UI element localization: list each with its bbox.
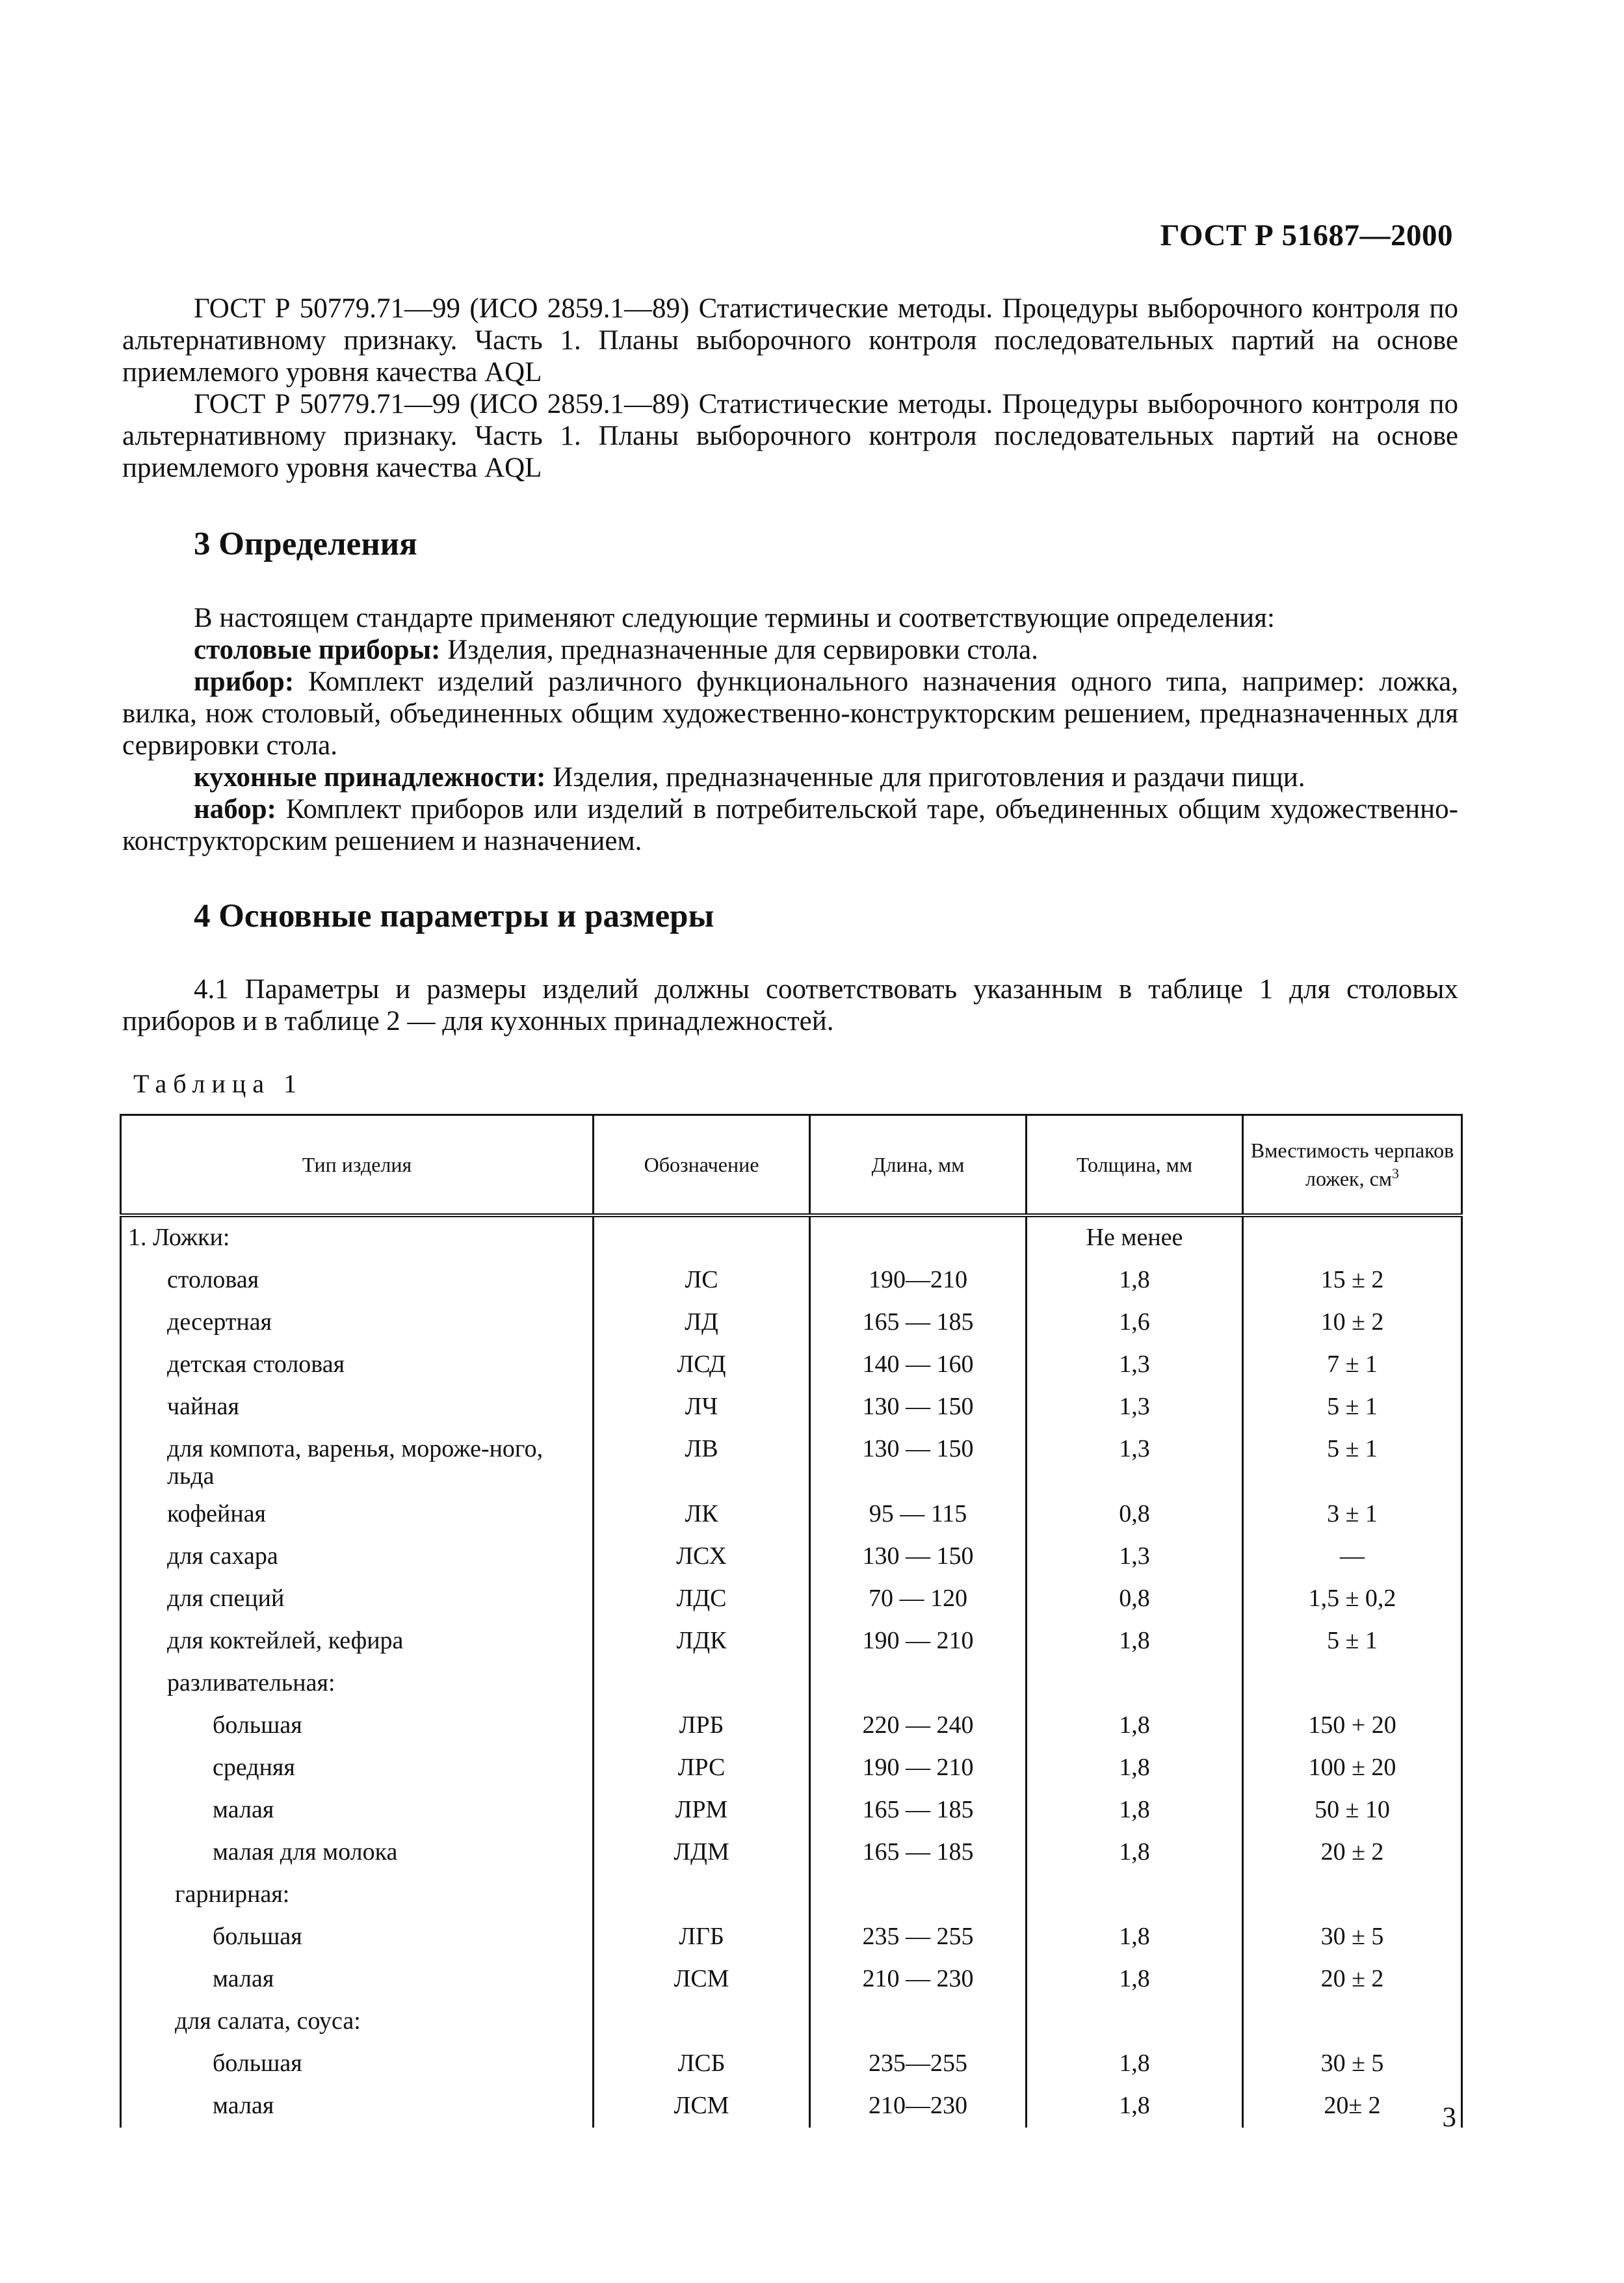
- definition-item: [122, 761, 1458, 793]
- cell-thickness: Не менее: [1027, 1215, 1243, 1260]
- definitions-intro: В настоящем стандарте применяют следующие термины и соответствующие определения:: [194, 603, 1275, 633]
- cell-thickness: 1,8: [1027, 1832, 1243, 1874]
- cell-capacity: 100 ± 20: [1243, 1747, 1462, 1789]
- cell-name: 1. Ложки:: [121, 1215, 594, 1260]
- cell-code: ЛДК: [594, 1620, 810, 1663]
- definition-item: [122, 634, 1458, 666]
- cell-length: 165 — 185: [810, 1302, 1027, 1344]
- cell-code: ЛС: [594, 1260, 810, 1302]
- paragraph-4-1-block: [122, 973, 1458, 1037]
- cell-capacity: 30 ± 5: [1243, 1916, 1462, 1959]
- cell-thickness: 1,8: [1027, 1916, 1243, 1959]
- cell-name: для компота, варенья, мороже-ного, льда: [121, 1429, 594, 1494]
- cell-length: [810, 1874, 1027, 1916]
- table-row: [121, 2043, 1462, 2085]
- definition-term: столовые приборы:: [194, 635, 441, 665]
- cell-code: [594, 1215, 810, 1260]
- cell-name: большая: [121, 1705, 594, 1747]
- cell-length: [810, 1215, 1027, 1260]
- header-capacity-label: Вместимость черпаков ложек, см: [1250, 1139, 1454, 1191]
- cell-code: ЛСХ: [594, 1536, 810, 1578]
- table-1: [120, 1114, 1461, 2128]
- cell-name: чайная: [121, 1386, 594, 1429]
- cell-length: 190—210: [810, 1260, 1027, 1302]
- cell-name: малая: [121, 1789, 594, 1832]
- cell-thickness: [1027, 1874, 1243, 1916]
- cell-length: [810, 1663, 1027, 1705]
- cell-code: ЛСБ: [594, 2043, 810, 2085]
- cell-capacity: 10 ± 2: [1243, 1302, 1462, 1344]
- cell-thickness: 1,8: [1027, 2085, 1243, 2128]
- cell-capacity: 150 + 20: [1243, 1705, 1462, 1747]
- cell-name: малая для молока: [121, 1832, 594, 1874]
- cell-code: ЛРМ: [594, 1789, 810, 1832]
- cell-code: ЛРБ: [594, 1705, 810, 1747]
- table-row: [121, 1260, 1462, 1302]
- cell-name: кофейная: [121, 1494, 594, 1536]
- cell-capacity: 50 ± 10: [1243, 1789, 1462, 1832]
- cell-length: 235—255: [810, 2043, 1027, 2085]
- table-row: [121, 1705, 1462, 1747]
- cell-length: 210 — 230: [810, 1959, 1027, 2001]
- cell-capacity: 5 ± 1: [1243, 1386, 1462, 1429]
- table-row: [121, 1536, 1462, 1578]
- section-4-heading: 4 Основные параметры и размеры: [194, 898, 714, 934]
- cell-name: столовая: [121, 1260, 594, 1302]
- cell-capacity: 30 ± 5: [1243, 2043, 1462, 2085]
- cell-code: ЛСД: [594, 1344, 810, 1386]
- cell-code: ЛДМ: [594, 1832, 810, 1874]
- cell-code: [594, 1663, 810, 1705]
- header-capacity-sup: 3: [1392, 1165, 1400, 1182]
- cell-thickness: [1027, 1663, 1243, 1705]
- table-row: [121, 1959, 1462, 2001]
- cell-thickness: 1,8: [1027, 1789, 1243, 1832]
- table-row: [121, 1663, 1462, 1705]
- cell-code: ЛРС: [594, 1747, 810, 1789]
- definition-term: прибор:: [194, 666, 295, 697]
- paragraph-4-1: 4.1 Параметры и размеры изделий должны соответствовать указанным в таблице 1 для столовых приборов и в таблице 2 — для кухонных принадлежностей.: [122, 974, 1458, 1036]
- cell-capacity: [1243, 1874, 1462, 1916]
- table-row: [121, 1429, 1462, 1494]
- cell-capacity: 20 ± 2: [1243, 1959, 1462, 2001]
- cell-code: ЛДС: [594, 1578, 810, 1620]
- cell-code: ЛД: [594, 1302, 810, 1344]
- cell-thickness: 1,8: [1027, 1260, 1243, 1302]
- cell-name: разливательная:: [121, 1663, 594, 1705]
- definition-term: набор:: [194, 794, 276, 825]
- cell-thickness: 1,3: [1027, 1429, 1243, 1494]
- header-length: Длина, мм: [810, 1115, 1027, 1216]
- definition-text: Комплект изделий различного функционального назначения одного типа, например: ложка, вилка, нож столовый, объединенных общим художественно-конструкторским решением, предназначенных для сервировки стола.: [122, 666, 1458, 761]
- cell-code: [594, 1874, 810, 1916]
- table-row: [121, 1916, 1462, 1959]
- cell-length: 190 — 210: [810, 1620, 1027, 1663]
- table-row: [121, 2085, 1462, 2128]
- definition-text: Комплект приборов или изделий в потребительской таре, объединенных общим художественно-конструкторским решением и назначением.: [122, 794, 1458, 856]
- cell-name: малая: [121, 2085, 594, 2128]
- definition-term: кухонные принадлежности:: [194, 762, 546, 793]
- definition-item: [122, 666, 1458, 761]
- cell-capacity: 7 ± 1: [1243, 1344, 1462, 1386]
- page-number: 3: [1442, 2102, 1456, 2133]
- table-row: [121, 1789, 1462, 1832]
- standard-header: ГОСТ Р 51687—2000: [1160, 218, 1453, 252]
- cell-length: 235 — 255: [810, 1916, 1027, 1959]
- cell-name: гарнирная:: [121, 1874, 594, 1916]
- cell-length: 165 — 185: [810, 1832, 1027, 1874]
- cell-capacity: 5 ± 1: [1243, 1429, 1462, 1494]
- cell-code: [594, 2001, 810, 2043]
- header-type: Тип изделия: [121, 1115, 594, 1216]
- cell-length: 130 — 150: [810, 1536, 1027, 1578]
- definition-text: Изделия, предназначенные для приготовления и раздачи пищи.: [545, 762, 1305, 793]
- cell-capacity: [1243, 1663, 1462, 1705]
- table-row: [121, 1832, 1462, 1874]
- cell-thickness: 0,8: [1027, 1494, 1243, 1536]
- cell-length: 165 — 185: [810, 1789, 1027, 1832]
- cell-capacity: [1243, 2001, 1462, 2043]
- cell-code: ЛК: [594, 1494, 810, 1536]
- table-row: [121, 1494, 1462, 1536]
- cell-name: десертная: [121, 1302, 594, 1344]
- header-capacity: [1243, 1115, 1462, 1216]
- table-row: [121, 1386, 1462, 1429]
- cell-capacity: —: [1243, 1536, 1462, 1578]
- cell-name: большая: [121, 1916, 594, 1959]
- cell-thickness: 1,8: [1027, 1705, 1243, 1747]
- cell-name: средняя: [121, 1747, 594, 1789]
- reference-item: ГОСТ Р 50779.71—99 (ИСО 2859.1—89) Статистические методы. Процедуры выборочного контроля по альтернативному признаку. Часть 1. Планы выборочного контроля последовательных партий на основе приемлемого уровня качества AQL: [122, 389, 1458, 483]
- cell-length: 130 — 150: [810, 1386, 1027, 1429]
- cell-thickness: 1,8: [1027, 2043, 1243, 2085]
- references-block: [122, 293, 1458, 484]
- cell-thickness: 1,8: [1027, 1959, 1243, 2001]
- table-row: [121, 1215, 1462, 1260]
- cell-length: 70 — 120: [810, 1578, 1027, 1620]
- cell-thickness: 1,3: [1027, 1536, 1243, 1578]
- cell-code: ЛЧ: [594, 1386, 810, 1429]
- cell-name: малая: [121, 1959, 594, 2001]
- cell-length: 210—230: [810, 2085, 1027, 2128]
- table-caption: Таблица 1: [133, 1069, 304, 1098]
- cell-code: ЛГБ: [594, 1916, 810, 1959]
- table-row: [121, 1344, 1462, 1386]
- cell-thickness: 1,3: [1027, 1386, 1243, 1429]
- table-row: [121, 1578, 1462, 1620]
- cell-thickness: [1027, 2001, 1243, 2043]
- cell-name: для специй: [121, 1578, 594, 1620]
- definition-item: [122, 793, 1458, 857]
- cell-code: ЛВ: [594, 1429, 810, 1494]
- cell-length: 190 — 210: [810, 1747, 1027, 1789]
- cell-thickness: 1,3: [1027, 1344, 1243, 1386]
- cell-thickness: 1,8: [1027, 1620, 1243, 1663]
- cell-length: 220 — 240: [810, 1705, 1027, 1747]
- table-body: [121, 1215, 1462, 2128]
- cell-name: детская столовая: [121, 1344, 594, 1386]
- section-3-heading: 3 Определения: [194, 526, 417, 562]
- cell-length: 95 — 115: [810, 1494, 1027, 1536]
- table-row: [121, 1747, 1462, 1789]
- table-row: [121, 1302, 1462, 1344]
- cell-capacity: 20 ± 2: [1243, 1832, 1462, 1874]
- header-code: Обозначение: [594, 1115, 810, 1216]
- header-thickness: Толщина, мм: [1027, 1115, 1243, 1216]
- cell-capacity: 15 ± 2: [1243, 1260, 1462, 1302]
- cell-length: [810, 2001, 1027, 2043]
- cell-code: ЛСМ: [594, 1959, 810, 2001]
- definitions-block: [122, 602, 1458, 857]
- cell-capacity: 3 ± 1: [1243, 1494, 1462, 1536]
- cell-capacity: [1243, 1215, 1462, 1260]
- cell-name: для коктейлей, кефира: [121, 1620, 594, 1663]
- cell-name: для сахара: [121, 1536, 594, 1578]
- cell-length: 140 — 160: [810, 1344, 1027, 1386]
- reference-item: ГОСТ Р 50779.71—99 (ИСО 2859.1—89) Статистические методы. Процедуры выборочного контроля по альтернативному признаку. Часть 1. Планы выборочного контроля последовательных партий на основе приемлемого уровня качества AQL: [122, 293, 1458, 388]
- cell-thickness: 0,8: [1027, 1578, 1243, 1620]
- cell-length: 130 — 150: [810, 1429, 1027, 1494]
- cell-capacity: 5 ± 1: [1243, 1620, 1462, 1663]
- table-row: [121, 1874, 1462, 1916]
- cell-name: для салата, соуса:: [121, 2001, 594, 2043]
- cell-code: ЛСМ: [594, 2085, 810, 2128]
- cell-capacity: 20± 2: [1243, 2085, 1462, 2128]
- cell-thickness: 1,8: [1027, 1747, 1243, 1789]
- definition-text: Изделия, предназначенные для сервировки стола.: [440, 635, 1038, 665]
- parameters-table: [120, 1114, 1463, 2128]
- table-row: [121, 1620, 1462, 1663]
- table-row: [121, 2001, 1462, 2043]
- table-header-row: [121, 1115, 1462, 1216]
- cell-thickness: 1,6: [1027, 1302, 1243, 1344]
- cell-capacity: 1,5 ± 0,2: [1243, 1578, 1462, 1620]
- cell-name: большая: [121, 2043, 594, 2085]
